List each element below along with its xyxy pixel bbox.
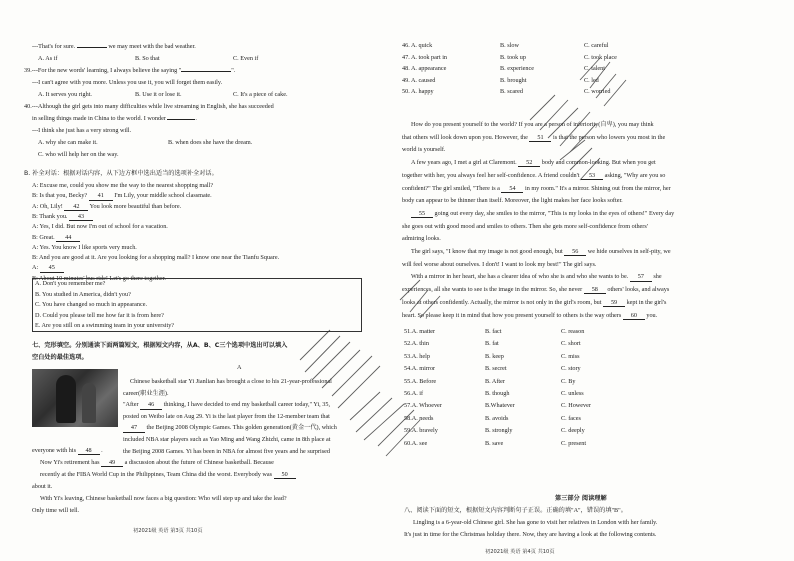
passage-a-line: "After 46 thinking, I have decided to end my basketball career today," Yi, 35, [123, 401, 331, 409]
option-cell: C. story [561, 365, 581, 373]
option-cell: B. After [485, 377, 505, 385]
option-cell: 49. A. caused [402, 76, 436, 84]
player-figure [82, 383, 96, 423]
q40-reply: ---I think she just has a very strong will. [32, 127, 132, 134]
option-cell: B. avoids [485, 414, 509, 422]
passage-b-line: confident?" The girl smiled, "There is a 54 in my room." It's a mirror. Shining out from the mirror, her [402, 184, 671, 192]
q38-option-b: B. So that [135, 55, 160, 62]
passage-a-line: Now Yi's retirement has 49 a discussion about the future of Chinese basketball. Because [40, 459, 274, 466]
option-cell: 56.A. if [404, 390, 424, 397]
passage-a-line: everyone with his 48 . [32, 447, 103, 454]
passage-b-line: looks at others confidently. Actually, the mirror is not only in the girl's room, but 59 kept in the girl's [402, 298, 667, 306]
option-cell: B. experience [500, 65, 535, 72]
passage-a-line: posted on Weibo late on Aug 29. Yi is the last player from the 12-member team that [123, 412, 330, 420]
final-line-1: Lingling is a 6-year-old Chinese girl. She has gone to visit her relatives in London with her family. [413, 519, 658, 526]
dialog-blank: 41 [89, 192, 113, 200]
passage-a-line: the Beijing 2008 Games. Yi has been in NBA for almost five years and he surprised [123, 447, 331, 455]
final-line-2: It's just in time for the Christmas holiday there. Now, they are having a look at the following contents. [404, 531, 657, 538]
option-cell: B. secret [485, 365, 507, 373]
passage-b-line: How do you present yourself to the world? If you are a person of inferiority(自卑), you may think [411, 121, 654, 128]
passage-b-line: will feel worse about ourselves. I don't! I want to look my best!" The girl says. [402, 260, 597, 268]
option-cell: B. slow [500, 42, 519, 49]
option-cell: 58.A. needs [404, 414, 434, 422]
option-cell: B. scared [500, 88, 524, 95]
dialog-option-c: C. You have changed so much in appearance. [35, 301, 148, 308]
passage-a-line: 47 the Beijing 2008 Olympic Games. This golden generation(黄金一代), which [123, 424, 337, 432]
q40-stem: 40.---Although the girl gets into many difficulties while live streaming in English, she has succeeded [24, 103, 274, 110]
q39-option-b: B. Use it or lose it. [135, 91, 182, 98]
option-cell: 59.A. bravely [404, 427, 438, 435]
dialog-blank: 45 [40, 264, 64, 272]
q39-stem: 39.---For the new words' learning, I always believe the saying " ". [24, 67, 236, 74]
passage-b-line: 55 going out every day, she smiles to the mirror, "This is my looks in the eyes of others!" Every day [411, 210, 674, 218]
passage-b-line: The girl says, "I know that my image is not good enough, but 56 we hide ourselves in self-pity, we [411, 248, 671, 255]
dialog-line: A: Yes, I did. But now I'm out of school for a vacation. [32, 223, 168, 231]
option-cell: C. careful [584, 42, 609, 49]
dialog-line: B: About 10 minutes' bus ride! Let's go there together. [32, 274, 166, 282]
passage-b-line: world is yourself. [402, 146, 446, 154]
q38-stem: ---That's for sure. we may meet with the bad weather. [32, 43, 196, 50]
option-cell: B. save [485, 439, 504, 447]
q40-option-c: C. who will help her on the way. [38, 151, 119, 158]
option-cell: 60.A. see [404, 439, 428, 447]
passage-b-line: body can appear to be thinner than itself. Moreover, the light makes her face looks softer. [402, 197, 623, 205]
dialog-blank: 42 [64, 203, 88, 211]
q38-option-c: C. Even if [233, 55, 259, 62]
option-cell: C. miss [561, 352, 580, 360]
option-cell: 55.A. Before [404, 377, 437, 385]
option-cell: B. brought [500, 76, 527, 84]
section-8-title: 八、阅读下面的短文，根据短文内容判断句子正误。正确的填"A"，错误的填"B"。 [404, 507, 627, 514]
q39-option-a: A. It serves you right. [38, 91, 92, 98]
option-cell: B. fat [485, 340, 499, 348]
option-cell: 57.A. Whoever [404, 402, 442, 410]
option-cell: C. deeply [561, 427, 585, 435]
dialog-option-b: B. You studied in America, didn't you? [35, 290, 131, 298]
passage-b-line: A few years ago, I met a girl at Claremont. 52 body and common-looking. But when you get [411, 159, 656, 167]
passage-b-line: admiring looks. [402, 235, 441, 243]
part3-title: 第三部分 阅读理解 [555, 495, 607, 502]
q39-option-c: C. It's a piece of cake. [233, 91, 288, 98]
dialog-line: B: Is that you, Becky? 41 I'm Lily, your middle school classmate. [32, 192, 212, 200]
player-figure [56, 375, 76, 423]
dialog-option-e: E. Are you still on a swimming team in your university? [35, 322, 175, 329]
option-cell: 52.A. thin [404, 340, 429, 348]
passage-a-line: included NBA star players such as Yao Ming and Wang Zhizhi, came in 8th place at [123, 436, 331, 443]
right-page [397, 0, 794, 561]
option-cell: C. reason [561, 328, 585, 335]
dialog-line: B: Great. 44 [32, 234, 80, 242]
option-cell: C. worried [584, 88, 611, 95]
dialog-line: B: And you are good at it. Are you looking for a shopping mall? I know one near the Tianfu Square. [32, 254, 280, 262]
option-cell: B. strongly [485, 427, 513, 435]
passage-a-line: With Yi's leaving, Chinese basketball now faces a big question: Who will step up and take the lead? [40, 495, 287, 502]
q40-option-a: A. why she can make it. [38, 139, 98, 146]
option-cell: 51.A. matter [404, 328, 436, 335]
basketball-photo [32, 369, 118, 427]
option-cell: C. present [561, 439, 587, 447]
option-cell: 50. A. happy [402, 88, 434, 95]
q38-option-a: A. As if [38, 55, 58, 62]
option-cell: C. short [561, 340, 581, 348]
option-cell: B. fact [485, 328, 502, 335]
passage-a-line: about it. [32, 483, 53, 490]
passage-a-line: Chinese basketball star Yi Jianlian has brought a close to his 21-year-professional [130, 378, 332, 385]
option-cell: C. took place [584, 53, 617, 61]
page-footer: 初2021级 英语 第3页 共10页 [133, 528, 203, 534]
option-cell: B.Whatever [485, 402, 515, 410]
dialog-line: A: Excuse me, could you show me the way to the nearest shopping mall? [32, 182, 214, 189]
passage-label-a: A [237, 364, 242, 371]
q39-reply: ---I can't agree with you more. Unless you use it, you will forget them easily. [32, 79, 223, 86]
passage-b-line: that others will look down upon you. However, the 51 is that the person who lowers you most in the [402, 133, 666, 141]
q40-stem-2: in selling things made in China to the world. I wonder . [32, 115, 197, 122]
dialog-line: A: 45 [32, 264, 64, 272]
option-cell: C. unless [561, 390, 584, 397]
passage-a-line: recently at the FIBA World Cup in the Philippines, Team China did the worst. Everybody was 50 [40, 471, 296, 479]
dialog-option-a: A. Don't you remember me? [35, 280, 106, 287]
section-7-title: 七、完形填空。分别通读下面两篇短文，根据短文内容，从A、B、C三个选项中选出可以填入 [32, 342, 288, 349]
dialog-blank: 44 [56, 234, 80, 242]
dialog-line: A: Oh, Lily! 42 You look more beautiful than before. [32, 202, 182, 210]
passage-b-line: together with her, you always feel her self-confidence. A friend couldn't 53 asking, "Why are you so [402, 171, 666, 179]
option-cell: C. faces [561, 414, 581, 422]
option-cell: 48. A. appearance [402, 65, 447, 72]
dialog-line: A: Yes. You know I like sports very much. [32, 243, 137, 251]
section-b-title: B. 补全对话：根据对话内容，从下边方框中选出适当的选项补全对话。 [24, 170, 218, 177]
passage-b-line: With a mirror in her heart, she has a clearer idea of who she is and who she wants to be. 57 she [411, 273, 662, 281]
dialog-blank: 43 [69, 213, 93, 221]
option-cell: B. keep [485, 352, 504, 360]
option-cell: 54.A. mirror [404, 365, 436, 373]
section-7-title-2: 空白处的最佳选项。 [32, 354, 88, 361]
option-cell: 53.A. help [404, 352, 430, 360]
option-cell: 46. A. quick [402, 42, 433, 49]
passage-b-line: heart. So please keep it in mind that how you present yourself to others is the way others 60 you. [402, 311, 658, 319]
option-cell: C. led [584, 76, 599, 84]
option-cell: C. By [561, 377, 576, 385]
option-cell: B. took up [500, 53, 526, 61]
option-cell: C. talent [584, 65, 605, 72]
dialog-option-d: D. Could you please tell me how far it is from here? [35, 311, 164, 319]
passage-b-line: experiences, all she wants to see is the image in the mirror. So, she never 58 others' looks, and always [402, 286, 670, 294]
option-cell: B. though [485, 390, 510, 397]
option-cell: 47. A. took part in [402, 53, 448, 61]
page-footer: 初2021级 英语 第4页 共10页 [485, 549, 555, 555]
passage-a-line: Only time will tell. [32, 507, 80, 514]
dialog-options-box [32, 278, 362, 332]
passage-a-line: career(职业生涯). [123, 389, 169, 397]
dialog-line: B: Thank you. 43 [32, 213, 93, 221]
passage-b-line: she goes out with good mood and smiles to others. Then she gets more self-confidence from others' [402, 222, 648, 230]
option-cell: C. However [561, 402, 591, 410]
q40-option-b: B. when does she have the dream. [168, 139, 253, 146]
